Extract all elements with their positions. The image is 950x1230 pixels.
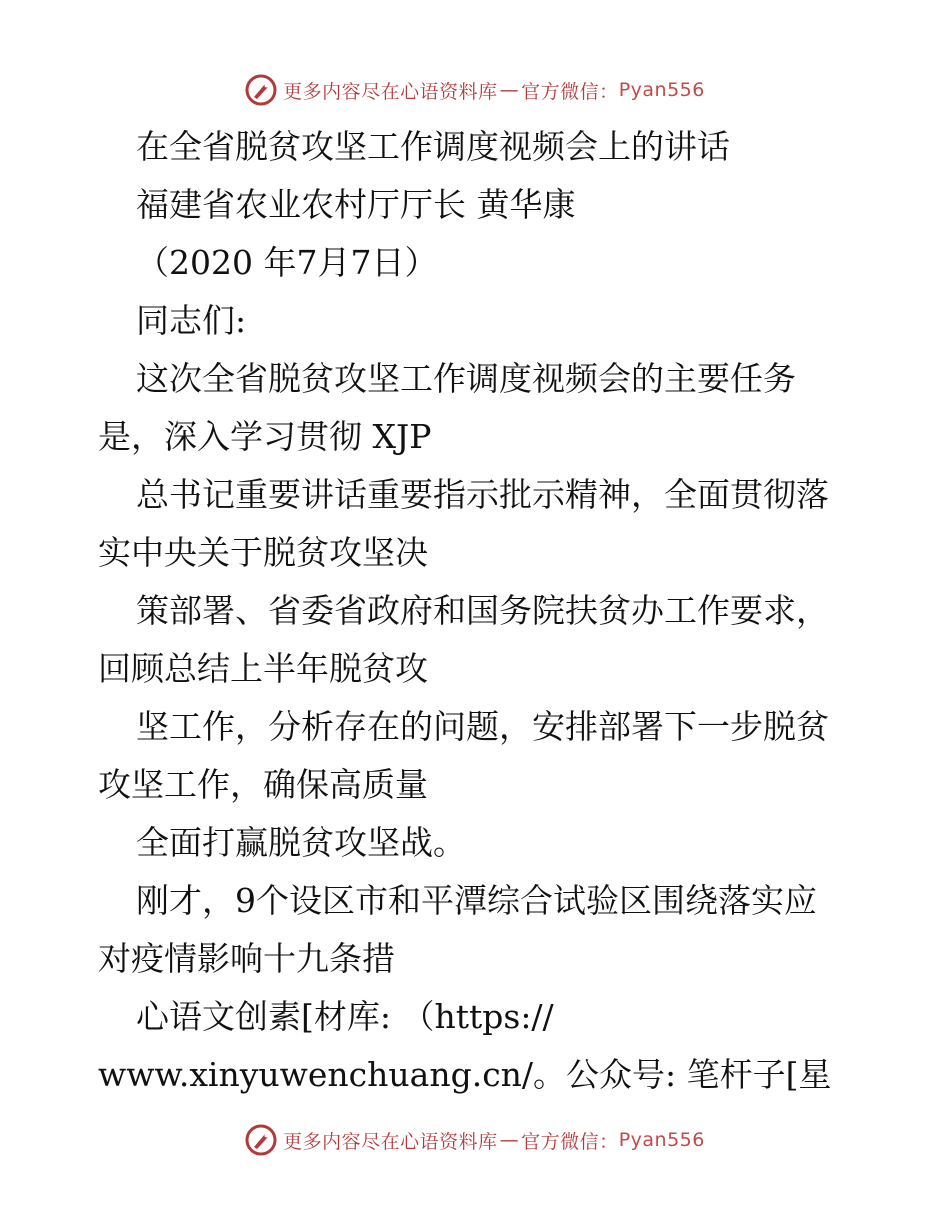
watermark-wechat-id: Pyan556 xyxy=(618,79,705,101)
watermark-banner-top xyxy=(0,72,950,108)
watermark-wechat-label: 官方微信： xyxy=(521,1130,619,1153)
document-date: （2020 年7月7日） xyxy=(136,243,438,282)
watermark-separator: — xyxy=(499,79,520,101)
paragraph-line: 这次全省脱贫攻坚工作调度视频会的主要任务 xyxy=(136,359,796,398)
watermark-wechat-id: Pyan556 xyxy=(618,1129,705,1151)
watermark-site-text: 更多内容尽在心语资料库 xyxy=(283,80,498,103)
paragraph-line: 策部署、省委省政府和国务院扶贫办工作要求， xyxy=(136,591,829,630)
paragraph-line: 实中央关于脱贫攻坚决 xyxy=(98,533,428,572)
paragraph-line: 坚工作，分析存在的问题，安排部署下一步脱贫 xyxy=(136,707,829,746)
document-salutation: 同志们: xyxy=(136,301,247,340)
paragraph-line: 总书记重要讲话重要指示批示精神，全面贯彻落 xyxy=(136,475,829,514)
document-body xyxy=(98,118,858,1104)
paragraph-line: www.xinyuwenchuang.cn/。公众号: 笔杆子[星 xyxy=(98,1055,832,1094)
document-title: 在全省脱贫攻坚工作调度视频会上的讲话 xyxy=(136,127,730,166)
pen-seal-icon xyxy=(245,74,277,106)
paragraph-line: 刚才，9个设区市和平潭综合试验区围绕落实应 xyxy=(136,881,817,920)
watermark-separator: — xyxy=(499,1129,520,1151)
paragraph-line: 全面打赢脱贫攻坚战。 xyxy=(136,823,466,862)
paragraph-line: 回顾总结上半年脱贫攻 xyxy=(98,649,428,688)
paragraph-line: 是，深入学习贯彻 XJP xyxy=(98,417,432,456)
paragraph-line: 攻坚工作，确保高质量 xyxy=(98,765,428,804)
paragraph-line: 对疫情影响十九条措 xyxy=(98,939,395,978)
document-speaker: 福建省农业农村厅厅长 黄华康 xyxy=(136,185,576,224)
paragraph-line: 心语文创素[材库: （https:// xyxy=(136,997,554,1036)
pen-seal-icon xyxy=(245,1124,277,1156)
watermark-wechat-label: 官方微信： xyxy=(521,80,619,103)
watermark-site-text: 更多内容尽在心语资料库 xyxy=(283,1130,498,1153)
watermark-banner-bottom xyxy=(0,1122,950,1158)
